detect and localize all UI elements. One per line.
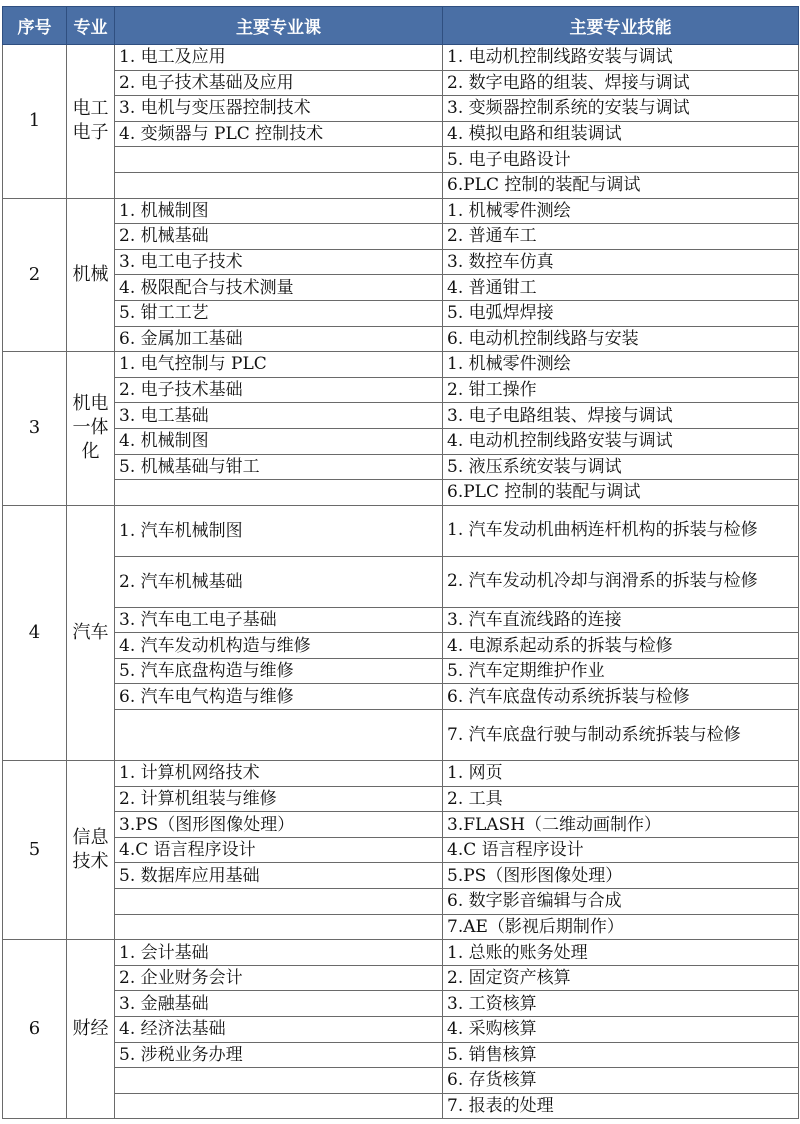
table-row (3, 45, 799, 71)
table-row (3, 352, 799, 378)
course-cell: 1. 电工及应用 (115, 45, 443, 71)
table-row (3, 940, 799, 966)
table-row (3, 1093, 799, 1119)
skill-cell: 5. 液压系统安装与调试 (443, 454, 799, 480)
major-name-line: 机械 (72, 263, 109, 285)
course-cell: 5. 钳工工艺 (115, 300, 443, 326)
table-row (3, 991, 799, 1017)
course-cell: 4. 经济法基础 (115, 1017, 443, 1043)
course-cell: 1. 会计基础 (115, 940, 443, 966)
header-index: 序号 (3, 7, 67, 45)
course-cell: 3. 电机与变压器控制技术 (115, 96, 443, 122)
table-row (3, 914, 799, 940)
skill-cell: 4. 电动机控制线路安装与调试 (443, 428, 799, 454)
major-name (67, 505, 115, 760)
table-row (3, 607, 799, 633)
course-cell: 4.C 语言程序设计 (115, 837, 443, 863)
majors-table (2, 6, 799, 1119)
course-cell: 1. 计算机网络技术 (115, 761, 443, 787)
skill-cell: 7. 汽车底盘行驶与制动系统拆装与检修 (443, 710, 799, 761)
table-row (3, 249, 799, 275)
row-index: 5 (3, 761, 67, 940)
course-cell: 5. 涉税业务办理 (115, 1042, 443, 1068)
skill-cell: 3. 电子电路组装、焊接与调试 (443, 403, 799, 429)
major-name-line: 财经 (72, 1018, 109, 1040)
skill-cell: 5. 销售核算 (443, 1042, 799, 1068)
skill-cell: 6.PLC 控制的装配与调试 (443, 172, 799, 198)
table-row (3, 275, 799, 301)
course-cell (115, 1068, 443, 1094)
table-row (3, 147, 799, 173)
table-row (3, 480, 799, 506)
skill-cell: 2. 工具 (443, 786, 799, 812)
skill-cell: 1. 汽车发动机曲柄连杆机构的拆装与检修 (443, 505, 799, 556)
skill-cell: 6.PLC 控制的装配与调试 (443, 480, 799, 506)
skill-cell: 5. 汽车定期维护作业 (443, 658, 799, 684)
course-cell (115, 172, 443, 198)
skill-cell: 3. 工资核算 (443, 991, 799, 1017)
table-body (3, 45, 799, 1119)
table-row (3, 428, 799, 454)
table-row (3, 556, 799, 607)
skill-cell: 1. 机械零件测绘 (443, 352, 799, 378)
skill-cell: 1. 机械零件测绘 (443, 198, 799, 224)
course-cell: 5. 数据库应用基础 (115, 863, 443, 889)
course-cell: 1. 机械制图 (115, 198, 443, 224)
course-cell: 5. 汽车底盘构造与维修 (115, 658, 443, 684)
course-cell (115, 480, 443, 506)
table-row (3, 377, 799, 403)
table-row (3, 786, 799, 812)
row-index: 4 (3, 505, 67, 760)
row-index: 2 (3, 198, 67, 352)
skill-cell: 4. 普通钳工 (443, 275, 799, 301)
table-row (3, 761, 799, 787)
header-major: 专业 (67, 7, 115, 45)
skill-cell: 2. 汽车发动机冷却与润滑系的拆装与检修 (443, 556, 799, 607)
skill-cell: 3.FLASH（二维动画制作） (443, 812, 799, 838)
table-row (3, 837, 799, 863)
skill-cell: 6. 数字影音编辑与合成 (443, 889, 799, 915)
table-row (3, 224, 799, 250)
course-cell: 2. 计算机组装与维修 (115, 786, 443, 812)
course-cell: 3. 金融基础 (115, 991, 443, 1017)
course-cell: 4. 汽车发动机构造与维修 (115, 633, 443, 659)
course-cell: 3. 电工基础 (115, 403, 443, 429)
major-name-line: 汽车 (72, 621, 109, 643)
table-row (3, 454, 799, 480)
skill-cell: 7.AE（影视后期制作） (443, 914, 799, 940)
course-cell: 3. 电工电子技术 (115, 249, 443, 275)
table-row (3, 70, 799, 96)
table-row (3, 889, 799, 915)
skill-cell: 1. 电动机控制线路安装与调试 (443, 45, 799, 71)
table-row (3, 300, 799, 326)
course-cell: 2. 汽车机械基础 (115, 556, 443, 607)
course-cell: 1. 电气控制与 PLC (115, 352, 443, 378)
skill-cell: 3. 汽车直流线路的连接 (443, 607, 799, 633)
course-cell (115, 889, 443, 915)
table-row (3, 1068, 799, 1094)
skill-cell: 2. 普通车工 (443, 224, 799, 250)
skill-cell: 2. 钳工操作 (443, 377, 799, 403)
major-name (67, 940, 115, 1119)
course-cell: 1. 汽车机械制图 (115, 505, 443, 556)
table-row (3, 633, 799, 659)
table-row (3, 198, 799, 224)
table-row (3, 1042, 799, 1068)
table-row (3, 965, 799, 991)
table-row (3, 1017, 799, 1043)
table-row (3, 172, 799, 198)
header-row (3, 7, 799, 45)
course-cell (115, 914, 443, 940)
course-cell: 4. 极限配合与技术测量 (115, 275, 443, 301)
course-cell: 2. 机械基础 (115, 224, 443, 250)
major-name (67, 45, 115, 199)
skill-cell: 3. 数控车仿真 (443, 249, 799, 275)
header-courses: 主要专业课 (115, 7, 443, 45)
table-row (3, 710, 799, 761)
major-name (67, 198, 115, 352)
course-cell: 6. 汽车电气构造与维修 (115, 684, 443, 710)
skill-cell: 1. 网页 (443, 761, 799, 787)
skill-cell: 5. 电子电路设计 (443, 147, 799, 173)
row-index: 1 (3, 45, 67, 199)
course-cell: 2. 电子技术基础及应用 (115, 70, 443, 96)
major-name-line: 信息 (72, 827, 109, 849)
course-cell: 3. 汽车电工电子基础 (115, 607, 443, 633)
major-name (67, 761, 115, 940)
skill-cell: 6. 汽车底盘传动系统拆装与检修 (443, 684, 799, 710)
skill-cell: 3. 变频器控制系统的安装与调试 (443, 96, 799, 122)
skill-cell: 4.C 语言程序设计 (443, 837, 799, 863)
skill-cell: 1. 总账的账务处理 (443, 940, 799, 966)
table-row (3, 505, 799, 556)
skill-cell: 2. 固定资产核算 (443, 965, 799, 991)
course-cell (115, 147, 443, 173)
major-name-line: 一体 (72, 417, 109, 439)
skill-cell: 5.PS（图形图像处理） (443, 863, 799, 889)
course-cell (115, 1093, 443, 1119)
skill-cell: 4. 采购核算 (443, 1017, 799, 1043)
skill-cell: 4. 电源系起动系的拆装与检修 (443, 633, 799, 659)
course-cell: 4. 机械制图 (115, 428, 443, 454)
row-index: 3 (3, 352, 67, 506)
major-name (67, 352, 115, 506)
header-skills: 主要专业技能 (443, 7, 799, 45)
skill-cell: 2. 数字电路的组装、焊接与调试 (443, 70, 799, 96)
course-cell: 6. 金属加工基础 (115, 326, 443, 352)
major-name-line: 电工 (72, 98, 109, 120)
skill-cell: 4. 模拟电路和组装调试 (443, 121, 799, 147)
major-name-line: 电子 (72, 122, 109, 144)
table-row (3, 684, 799, 710)
course-cell: 2. 电子技术基础 (115, 377, 443, 403)
table-row (3, 96, 799, 122)
major-name-line: 技术 (72, 851, 109, 873)
table-row (3, 403, 799, 429)
course-cell: 5. 机械基础与钳工 (115, 454, 443, 480)
course-cell: 3.PS（图形图像处理） (115, 812, 443, 838)
table-row (3, 326, 799, 352)
skill-cell: 7. 报表的处理 (443, 1093, 799, 1119)
table-row (3, 121, 799, 147)
course-cell: 2. 企业财务会计 (115, 965, 443, 991)
table-row (3, 658, 799, 684)
table-row (3, 863, 799, 889)
skill-cell: 6. 电动机控制线路与安装 (443, 326, 799, 352)
table-row (3, 812, 799, 838)
row-index: 6 (3, 940, 67, 1119)
major-name-line: 机电 (72, 393, 109, 415)
skill-cell: 5. 电弧焊焊接 (443, 300, 799, 326)
course-cell (115, 710, 443, 761)
skill-cell: 6. 存货核算 (443, 1068, 799, 1094)
major-name-line: 化 (81, 441, 100, 463)
course-cell: 4. 变频器与 PLC 控制技术 (115, 121, 443, 147)
